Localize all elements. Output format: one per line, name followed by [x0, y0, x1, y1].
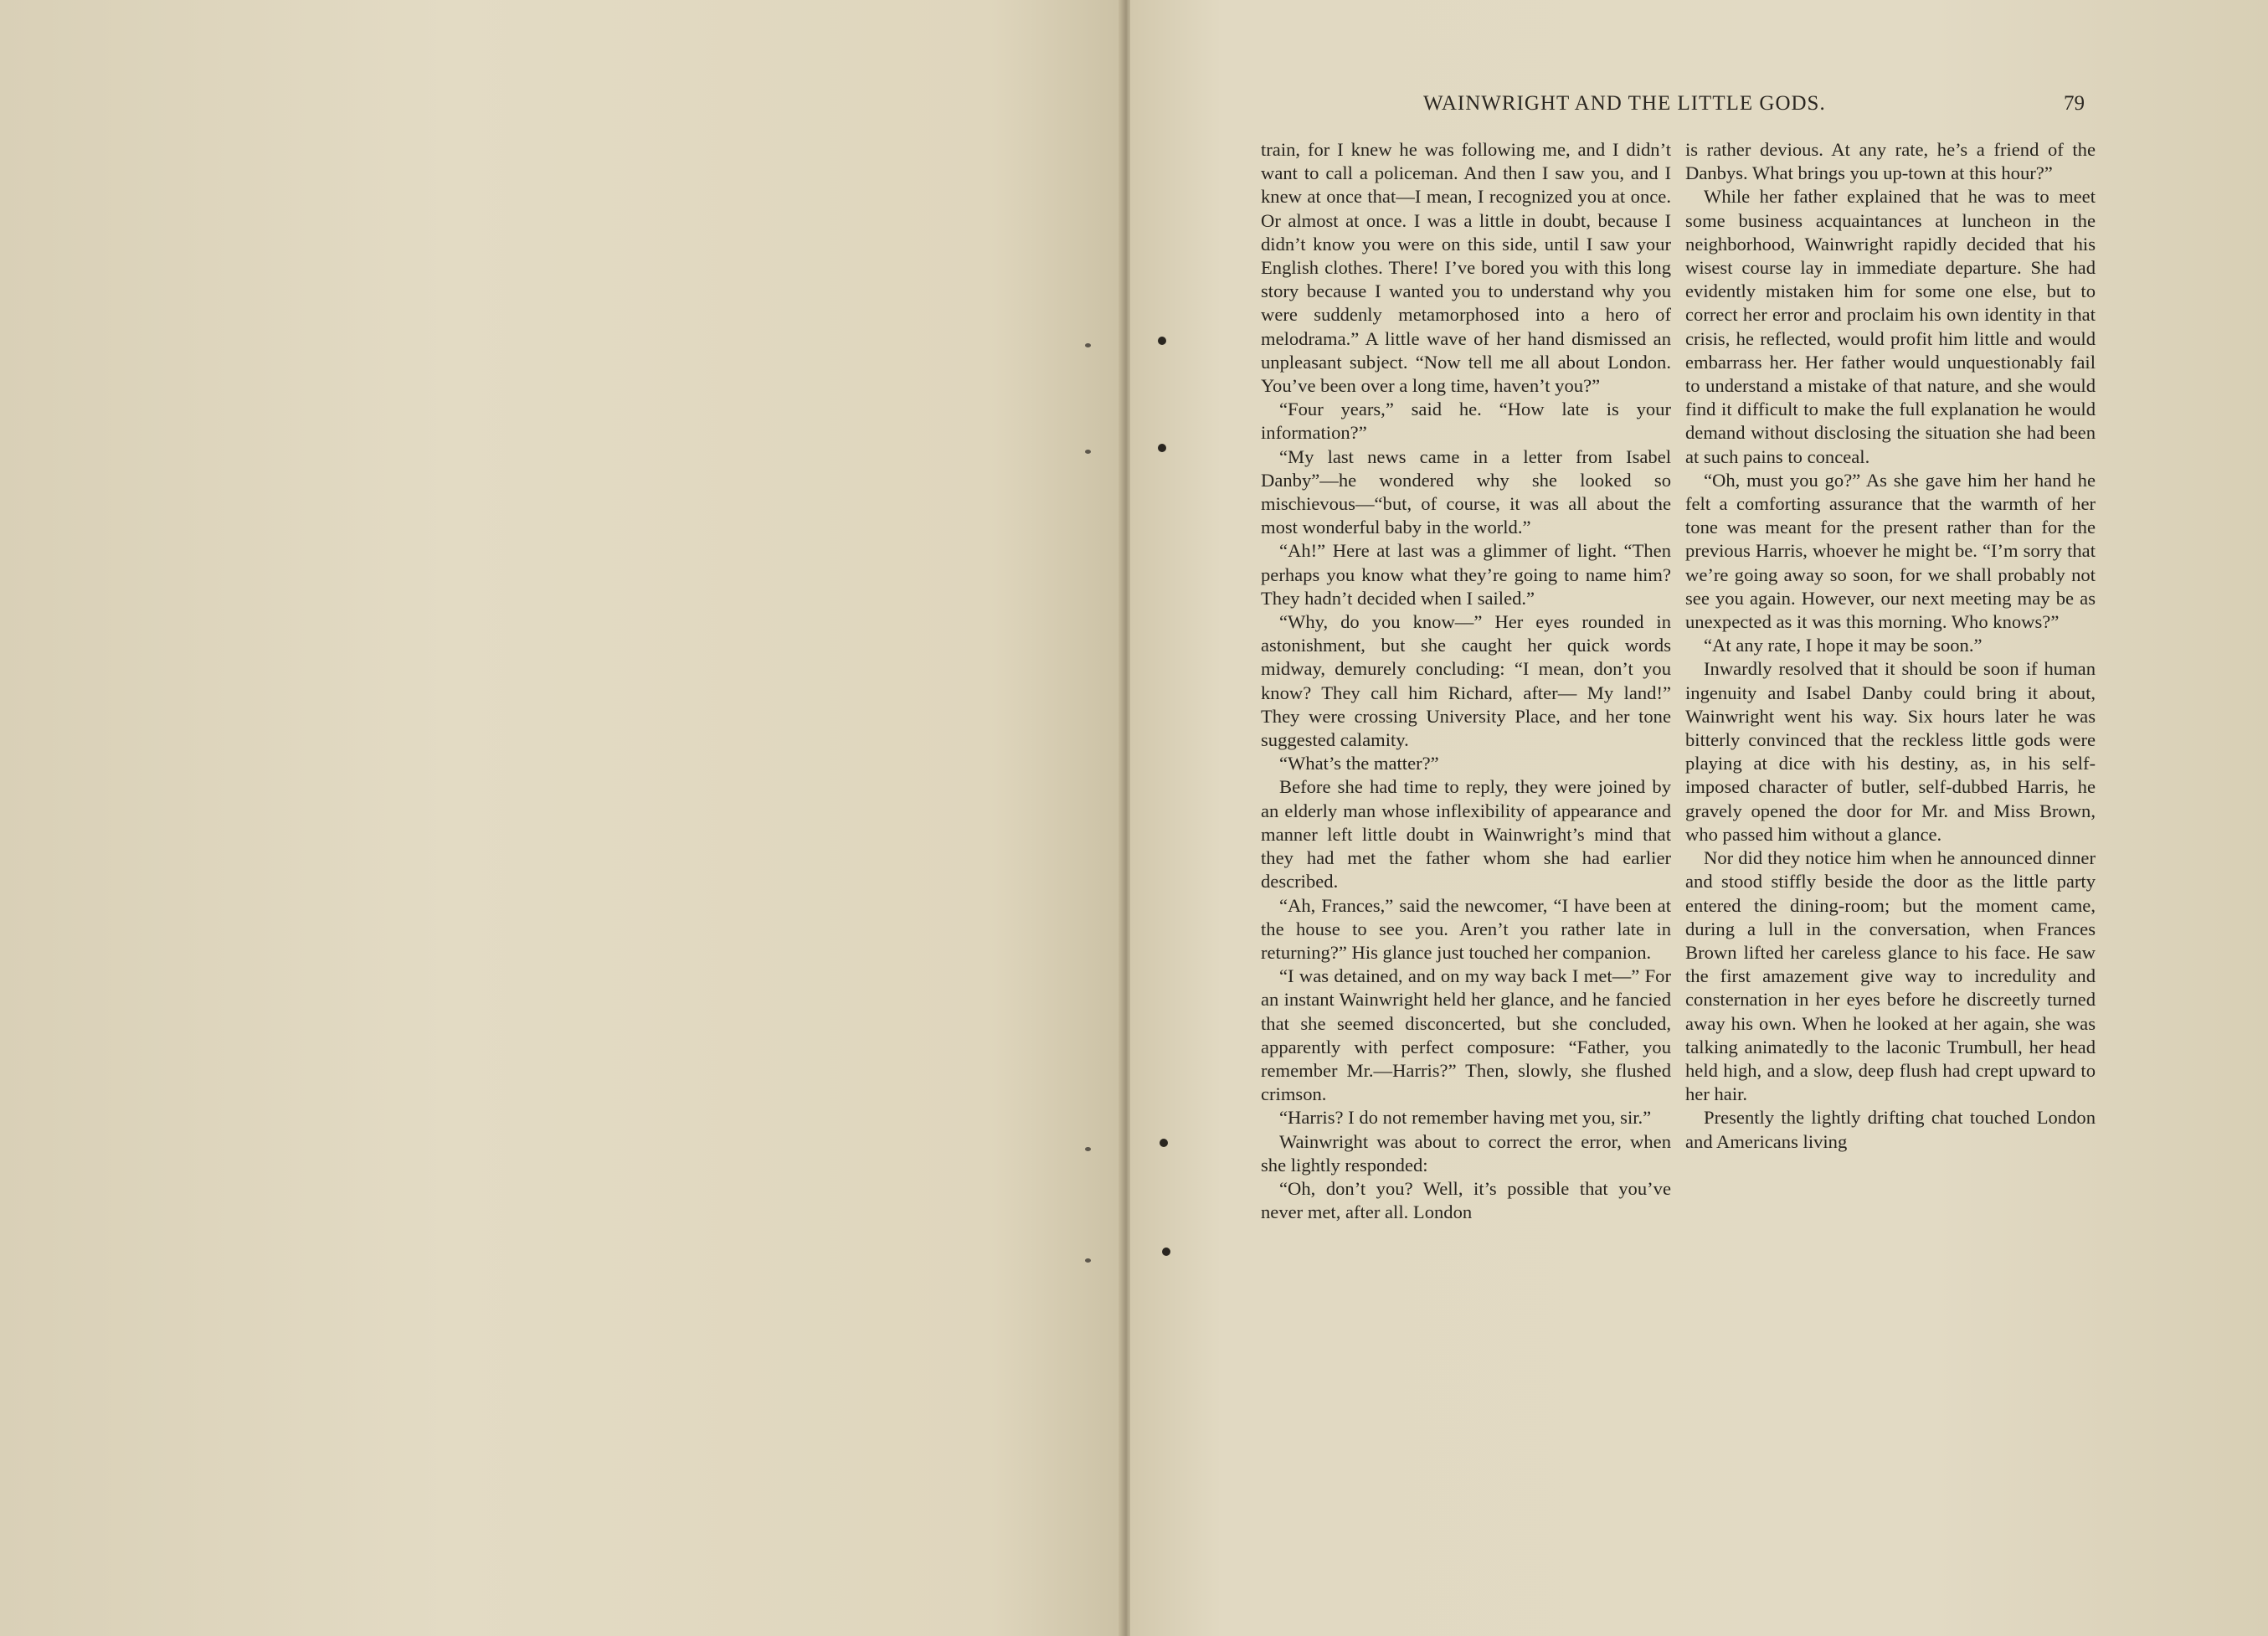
paragraph: “What’s the matter?” [1279, 753, 1439, 774]
page-number: 79 [2064, 92, 2085, 115]
paragraph: “Oh, don’t you? Well, it’s possible that you’ve never met, after all. London [1261, 1177, 1671, 1223]
paragraph: “Why, do you know—” Her eyes rounded in astonishment, but she caught her quick words midway, demurely concluding: “I mean, don’t you know? They call him Richard, after— My land!” They were crossing University Place, and her tone suggested calamity. [1261, 611, 1671, 751]
paragraph: “Ah!” Here at last was a glimmer of light. “Then perhaps you know what they’re going to name him? They hadn’t decided when I sailed.” [1261, 540, 1671, 609]
paragraph: “I was detained, and on my way back I met—” For an instant Wainwright held her glance, and he fancied that she seemed disconcerted, but she concluded, apparently with perfect composure: “Father, you remember Mr.—Harris?” Then, slowly, she flushed crimson. [1261, 965, 1671, 1105]
binding-hole [1158, 337, 1166, 345]
paragraph: Inwardly resolved that it should be soon if human ingenuity and Isabel Danby could bring it about, Wainwright went his way. Six hours later he was bitterly convinced that the reckless little gods were playing at dice with his destiny, as, in his self-imposed character of butler, self-dubbed Harris, he gravely opened the door for Mr. and Miss Brown, who passed him without a glance. [1685, 658, 2096, 845]
running-title: WAINWRIGHT AND THE LITTLE GODS. [1423, 92, 1826, 115]
binding-mark [1085, 343, 1091, 347]
binding-hole [1158, 444, 1166, 452]
text-column-right [1685, 138, 2096, 1154]
paragraph: train, for I knew he was following me, and I didn’t want to call a policeman. And then I saw you, and I knew at once that—I mean, I recognized you at once. Or almost at once. I was a little in doubt, because I didn’t know you were on this side, until I saw your English clothes. There! I’ve bored you with this long story because I wanted you to understand why you were suddenly metamorphosed into a hero of melodrama.” A little wave of her hand dismissed an unpleasant subject. “Now tell me all about London. You’ve been over a long time, haven’t you?” [1261, 139, 1671, 397]
paragraph: “Harris? I do not remember having met you, sir.” [1279, 1107, 1652, 1129]
paragraph: is rather devious. At any rate, he’s a friend of the Danbys. What brings you up-town at this hour?” [1685, 139, 2096, 184]
paragraph: “My last news came in a letter from Isabel Danby”—he wondered why she looked so mischievous—“but, of course, it was all about the most wonderful baby in the world.” [1261, 445, 1671, 538]
paragraph: Nor did they notice him when he announced dinner and stood stiffly beside the door as the little party entered the dining-room; but the moment came, during a lull in the conversation, when Frances Brown lifted her careless glance to his face. He saw the first amazement give way to incredulity and consternation in her eyes before he discreetly turned away his own. When he looked at her again, she was talking animatedly to the laconic Trumbull, her head held high, and a slow, deep flush had crept upward to her hair. [1685, 847, 2096, 1105]
binding-mark [1085, 1258, 1091, 1263]
binding-mark [1085, 450, 1091, 454]
text-column-left [1261, 138, 1671, 1224]
paragraph: Before she had time to reply, they were joined by an elderly man whose inflexibility of appearance and manner left little doubt in Wainwright’s mind that they had met the father whom she had earlier described. [1261, 776, 1671, 893]
paragraph: “Ah, Frances,” said the newcomer, “I have been at the house to see you. Aren’t you rather late in returning?” His glance just touched her companion. [1261, 894, 1671, 963]
running-head [1423, 92, 2085, 126]
binding-hole [1160, 1139, 1168, 1147]
paragraph: While her father explained that he was to meet some business acquaintances at luncheon in the neighborhood, Wainwright rapidly decided that his wisest course lay in immediate departure. She had evidently mistaken him for some one else, but to correct her error and proclaim his own identity in that crisis, he reflected, would profit him little and would embarrass her. Her father would unquestionably fail to understand a mistake of that nature, and she would find it difficult to make the full explanation he would demand without disclosing the situation she had been at such pains to conceal. [1685, 186, 2096, 467]
left-page [0, 0, 1124, 1636]
paragraph: “Four years,” said he. “How late is your information?” [1261, 399, 1671, 444]
paragraph: “At any rate, I hope it may be soon.” [1704, 635, 1983, 656]
binding-mark [1085, 1147, 1091, 1151]
binding-hole [1162, 1248, 1170, 1256]
paragraph: “Oh, must you go?” As she gave him her hand he felt a comforting assurance that the warmth of her tone was meant for the present rather than for the previous Harris, whoever he might be. “I’m sorry that we’re going away so soon, for we shall probably not see you again. However, our next meeting may be as unexpected as it was this morning. Who knows?” [1685, 469, 2096, 633]
paragraph: Wainwright was about to correct the error, when she lightly responded: [1261, 1130, 1671, 1176]
paragraph: Presently the lightly drifting chat touched London and Americans living [1685, 1107, 2096, 1152]
